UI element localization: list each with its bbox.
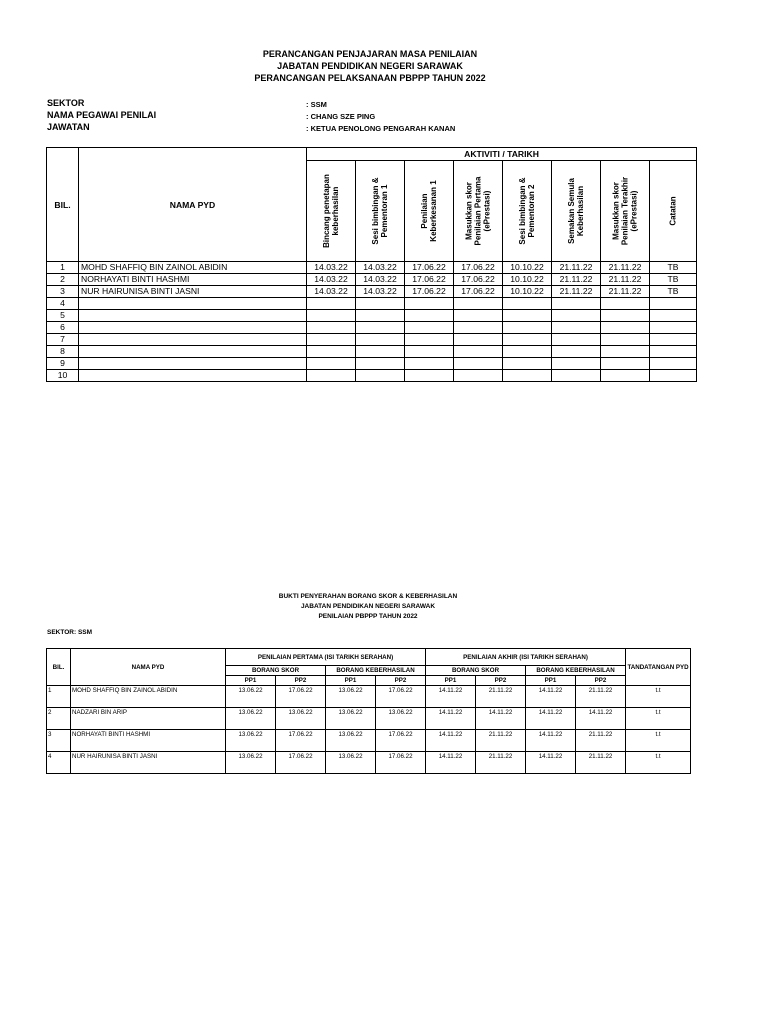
- cell-c5: [503, 370, 552, 382]
- cell-v1: 13.06.22: [226, 686, 276, 708]
- cell-nama: NORHAYATI BINTI HASHMI: [71, 730, 226, 752]
- cell-nama: NADZARI BIN ARIP: [71, 708, 226, 730]
- cell-c3: 17.06.22: [405, 274, 454, 286]
- cell-nama: [79, 370, 307, 382]
- cell-nama: MOHD SHAFFIQ BIN ZAINOL ABIDIN: [79, 262, 307, 274]
- cell-nama: NUR HAIRUNISA BINTI JASNI: [79, 286, 307, 298]
- cell-v7: 14.11.22: [526, 730, 576, 752]
- cell-nama: [79, 310, 307, 322]
- cell-c4: 17.06.22: [454, 286, 503, 298]
- cell-c3: 17.06.22: [405, 262, 454, 274]
- activity-header-4: Masukkan skor Penilaian Pertama (ePrestasi): [454, 161, 503, 262]
- submission-table: [46, 648, 691, 774]
- cell-v2: 17.06.22: [276, 752, 326, 774]
- cell-bil: 5: [47, 310, 79, 322]
- doc-title-line3: PERANCANGAN PELAKSANAAN PBPPP TAHUN 2022: [254, 73, 486, 83]
- borang-skor-header-2: BORANG SKOR: [426, 666, 526, 676]
- section2-sektor: SEKTOR: SSM: [47, 629, 93, 636]
- activity-header-7: Masukkan skor Penilaian Terakhir (ePrestasi): [601, 161, 650, 262]
- cell-c4: [454, 334, 503, 346]
- cell-c7: 21.11.22: [601, 286, 650, 298]
- cell-nama: [79, 358, 307, 370]
- section2-title-line2: JABATAN PENDIDIKAN NEGERI SARAWAK: [300, 603, 436, 610]
- cell-c8: TB: [650, 262, 697, 274]
- cell-v8: 14.11.22: [576, 708, 626, 730]
- cell-c5: 10.10.22: [503, 286, 552, 298]
- cell-c7: [601, 334, 650, 346]
- cell-sign: t.t: [626, 730, 691, 752]
- cell-c3: [405, 346, 454, 358]
- cell-c6: 21.11.22: [552, 262, 601, 274]
- cell-bil: 9: [47, 358, 79, 370]
- cell-sign: t.t: [626, 708, 691, 730]
- cell-c8: [650, 346, 697, 358]
- cell-c2: [356, 334, 405, 346]
- cell-v6: 21.11.22: [476, 752, 526, 774]
- cell-v6: 14.11.22: [476, 708, 526, 730]
- activity-header-5: Sesi bimbingan & Pementoran 2: [503, 161, 552, 262]
- cell-c3: [405, 310, 454, 322]
- cell-v3: 13.06.22: [326, 708, 376, 730]
- cell-v7: 14.11.22: [526, 686, 576, 708]
- cell-c1: [307, 322, 356, 334]
- cell-c1: [307, 334, 356, 346]
- penilaian-akhir-header: PENILAIAN AKHIR (ISI TARIKH SERAHAN): [426, 649, 626, 666]
- pegawai-label: NAMA PEGAWAI PENILAI: [47, 110, 157, 120]
- cell-v3: 13.06.22: [326, 730, 376, 752]
- jawatan-label: JAWATAN: [47, 122, 90, 132]
- cell-c5: [503, 322, 552, 334]
- table-row: [47, 310, 697, 322]
- cell-c8: [650, 358, 697, 370]
- sektor-label: SEKTOR: [47, 98, 85, 108]
- table-row: [47, 334, 697, 346]
- cell-c7: 21.11.22: [601, 274, 650, 286]
- pp2-header: PP2: [476, 676, 526, 686]
- cell-bil: 3: [47, 730, 71, 752]
- bil-header: BIL.: [47, 148, 79, 262]
- cell-nama: [79, 298, 307, 310]
- cell-v5: 14.11.22: [426, 752, 476, 774]
- pp2-header: PP2: [576, 676, 626, 686]
- cell-c8: TB: [650, 286, 697, 298]
- cell-c3: [405, 298, 454, 310]
- nama-pyd-header: NAMA PYD: [79, 148, 307, 262]
- aktiviti-header: AKTIVITI / TARIKH: [307, 148, 697, 161]
- sektor-value: : SSM: [306, 100, 327, 109]
- cell-bil: 1: [47, 686, 71, 708]
- cell-c7: [601, 310, 650, 322]
- table-row: [47, 346, 697, 358]
- cell-bil: 10: [47, 370, 79, 382]
- cell-c1: [307, 346, 356, 358]
- table-row: [47, 262, 697, 274]
- cell-c1: 14.03.22: [307, 262, 356, 274]
- t2-bil-header: BIL.: [47, 649, 71, 686]
- cell-v7: 14.11.22: [526, 708, 576, 730]
- cell-c2: 14.03.22: [356, 286, 405, 298]
- cell-c6: [552, 322, 601, 334]
- cell-v6: 21.11.22: [476, 686, 526, 708]
- cell-v7: 14.11.22: [526, 752, 576, 774]
- cell-v8: 21.11.22: [576, 730, 626, 752]
- cell-c5: [503, 334, 552, 346]
- cell-sign: t.t: [626, 686, 691, 708]
- jawatan-value: : KETUA PENOLONG PENGARAH KANAN: [306, 124, 456, 133]
- cell-c8: [650, 310, 697, 322]
- cell-bil: 2: [47, 708, 71, 730]
- cell-c2: [356, 322, 405, 334]
- cell-c5: 10.10.22: [503, 262, 552, 274]
- borang-keberhasilan-header-1: BORANG KEBERHASILAN: [326, 666, 426, 676]
- table-row: [47, 730, 691, 752]
- table-row: [47, 322, 697, 334]
- cell-bil: 4: [47, 298, 79, 310]
- cell-c5: [503, 310, 552, 322]
- cell-c6: [552, 298, 601, 310]
- cell-bil: 1: [47, 262, 79, 274]
- pp1-header: PP1: [326, 676, 376, 686]
- cell-c7: 21.11.22: [601, 262, 650, 274]
- cell-v4: 17.06.22: [376, 752, 426, 774]
- activity-header-1: Bincang penetapan keberhasilan: [307, 161, 356, 262]
- pp2-header: PP2: [376, 676, 426, 686]
- pp1-header: PP1: [226, 676, 276, 686]
- cell-c5: [503, 358, 552, 370]
- cell-c1: 14.03.22: [307, 274, 356, 286]
- table-row: [47, 298, 697, 310]
- cell-c3: [405, 358, 454, 370]
- cell-c2: [356, 346, 405, 358]
- tandatangan-header: TANDATANGAN PYD: [626, 649, 691, 686]
- cell-c2: [356, 310, 405, 322]
- cell-c4: [454, 346, 503, 358]
- penilaian-pertama-header: PENILAIAN PERTAMA (ISI TARIKH SERAHAN): [226, 649, 426, 666]
- cell-c3: 17.06.22: [405, 286, 454, 298]
- cell-c8: [650, 298, 697, 310]
- cell-v3: 13.06.22: [326, 752, 376, 774]
- cell-c8: [650, 322, 697, 334]
- cell-c6: [552, 346, 601, 358]
- cell-v1: 13.06.22: [226, 708, 276, 730]
- cell-c4: 17.06.22: [454, 274, 503, 286]
- cell-c4: [454, 322, 503, 334]
- cell-c2: [356, 298, 405, 310]
- cell-c6: [552, 334, 601, 346]
- cell-c7: [601, 322, 650, 334]
- cell-v1: 13.06.22: [226, 752, 276, 774]
- table-row: [47, 358, 697, 370]
- pp2-header: PP2: [276, 676, 326, 686]
- cell-c6: 21.11.22: [552, 286, 601, 298]
- cell-bil: 4: [47, 752, 71, 774]
- cell-v3: 13.06.22: [326, 686, 376, 708]
- cell-sign: t.t: [626, 752, 691, 774]
- cell-v5: 14.11.22: [426, 708, 476, 730]
- cell-nama: [79, 322, 307, 334]
- cell-nama: NUR HAIRUNISA BINTI JASNI: [71, 752, 226, 774]
- cell-v2: 17.06.22: [276, 686, 326, 708]
- cell-v6: 21.11.22: [476, 730, 526, 752]
- cell-c6: [552, 370, 601, 382]
- borang-keberhasilan-header-2: BORANG KEBERHASILAN: [526, 666, 626, 676]
- cell-v8: 21.11.22: [576, 686, 626, 708]
- cell-c5: 10.10.22: [503, 274, 552, 286]
- cell-v2: 13.06.22: [276, 708, 326, 730]
- section2-title-line3: PENILAIAN PBPPP TAHUN 2022: [318, 613, 418, 620]
- cell-v8: 21.11.22: [576, 752, 626, 774]
- cell-v1: 13.06.22: [226, 730, 276, 752]
- cell-c1: [307, 370, 356, 382]
- cell-c2: [356, 370, 405, 382]
- table-row: [47, 708, 691, 730]
- cell-c1: [307, 310, 356, 322]
- borang-skor-header-1: BORANG SKOR: [226, 666, 326, 676]
- table-row: [47, 370, 697, 382]
- cell-c1: [307, 358, 356, 370]
- cell-nama: NORHAYATI BINTI HASHMI: [79, 274, 307, 286]
- cell-bil: 2: [47, 274, 79, 286]
- table-row: [47, 752, 691, 774]
- cell-v4: 17.06.22: [376, 686, 426, 708]
- activity-header-3: Penilaian Keberkesanan 1: [405, 161, 454, 262]
- activity-header-2: Sesi bimbingan & Pementoran 1: [356, 161, 405, 262]
- cell-c2: 14.03.22: [356, 262, 405, 274]
- pp1-header: PP1: [426, 676, 476, 686]
- cell-v4: 13.06.22: [376, 708, 426, 730]
- cell-c3: [405, 334, 454, 346]
- cell-c7: [601, 346, 650, 358]
- cell-c6: [552, 310, 601, 322]
- cell-c3: [405, 322, 454, 334]
- doc-title-line2: JABATAN PENDIDIKAN NEGERI SARAWAK: [277, 61, 463, 71]
- cell-c6: [552, 358, 601, 370]
- cell-bil: 6: [47, 322, 79, 334]
- cell-v5: 14.11.22: [426, 686, 476, 708]
- cell-c8: TB: [650, 274, 697, 286]
- cell-c4: [454, 298, 503, 310]
- cell-v2: 17.06.22: [276, 730, 326, 752]
- cell-c2: 14.03.22: [356, 274, 405, 286]
- cell-c7: [601, 298, 650, 310]
- cell-c8: [650, 370, 697, 382]
- cell-nama: [79, 334, 307, 346]
- table-row: [47, 274, 697, 286]
- cell-c2: [356, 358, 405, 370]
- cell-nama: [79, 346, 307, 358]
- activity-header-catatan: Catatan: [650, 161, 697, 262]
- cell-c4: [454, 370, 503, 382]
- table-row: [47, 686, 691, 708]
- cell-c5: [503, 346, 552, 358]
- section2-title-line1: BUKTI PENYERAHAN BORANG SKOR & KEBERHASILAN: [278, 593, 458, 600]
- cell-c7: [601, 358, 650, 370]
- cell-c4: 17.06.22: [454, 262, 503, 274]
- cell-c5: [503, 298, 552, 310]
- cell-c1: 14.03.22: [307, 286, 356, 298]
- cell-nama: MOHD SHAFFIQ BIN ZAINOL ABIDIN: [71, 686, 226, 708]
- table-row: [47, 286, 697, 298]
- cell-c1: [307, 298, 356, 310]
- cell-v5: 14.11.22: [426, 730, 476, 752]
- cell-c7: [601, 370, 650, 382]
- cell-v4: 17.06.22: [376, 730, 426, 752]
- activity-header-6: Semakan Semula Keberhasilan: [552, 161, 601, 262]
- planning-table: [46, 147, 697, 382]
- cell-c8: [650, 334, 697, 346]
- pegawai-value: : CHANG SZE PING: [306, 112, 376, 121]
- cell-bil: 3: [47, 286, 79, 298]
- pp1-header: PP1: [526, 676, 576, 686]
- cell-c3: [405, 370, 454, 382]
- cell-c4: [454, 358, 503, 370]
- cell-bil: 8: [47, 346, 79, 358]
- cell-c4: [454, 310, 503, 322]
- cell-c6: 21.11.22: [552, 274, 601, 286]
- doc-title-line1: PERANCANGAN PENJAJARAN MASA PENILAIAN: [262, 49, 478, 59]
- t2-nama-header: NAMA PYD: [71, 649, 226, 686]
- cell-bil: 7: [47, 334, 79, 346]
